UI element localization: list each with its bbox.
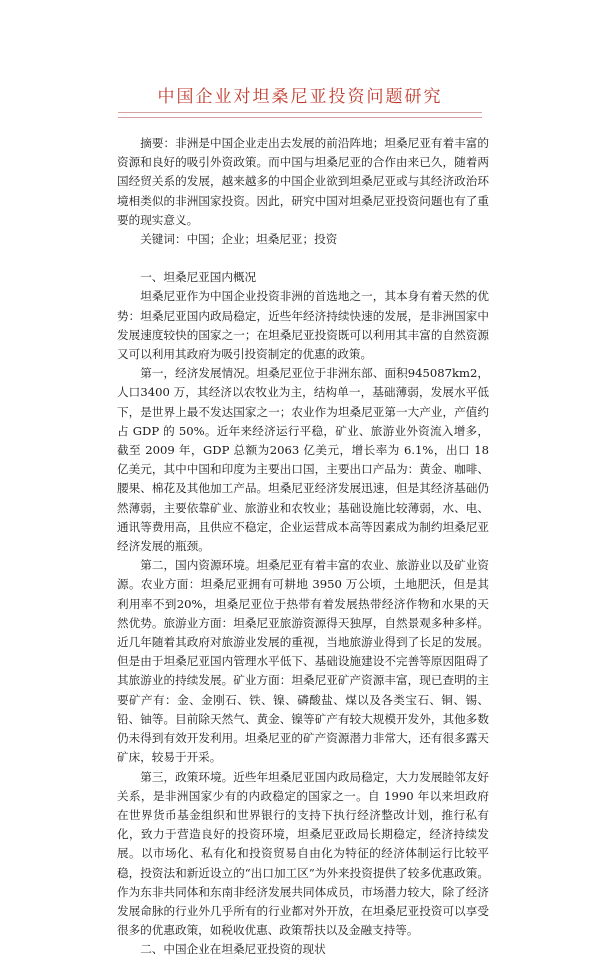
section2-heading: 二、中国企业在坦桑尼亚投资的现状	[140, 942, 326, 957]
economy-paragraph: 第一，经济发展情况。坦桑尼亚位于非洲东部、面积945087km2，人口3400 万，其经济以农牧业为主，结构单一，基础薄弱，发展水平低下，是世界上最不发达国家之一；农业作为坦桑尼亚第一大产业，产值约占 GDP 的 50%。近年来经济运行平稳，矿业、旅游业外资流入增多，截至 2009 年，GDP 总额为2063 亿美元，增长率为 6.1%，出口 18 亿美元，其中中国和印度为主要出口国，主要出口产品为：黄金、咖啡、腰果、棉花及其他加工产品。坦桑尼亚经济发展迅速，但是其经济基础仍然薄弱，主要依靠矿业、旅游业和农牧业；基础设施比较薄弱，水、电、通讯等费用高，且供应不稳定，企业运营成本高等因素成为制约坦桑尼亚经济发展的瓶颈。	[117, 366, 489, 554]
section1-intro-paragraph: 坦桑尼亚作为中国企业投资非洲的首选地之一，其本身有着天然的优势：坦桑尼亚国内政局稳定，近些年经济持续快速的发展，是非洲国家中发展速度较快的国家之一；在坦桑尼亚投资既可以利用其丰富的自然资源又可以利用其政府为吸引投资制定的优惠的政策。	[117, 289, 489, 362]
title-divider	[118, 112, 482, 118]
policy-paragraph: 第三，政策环境。近些年坦桑尼亚国内政局稳定，大力发展睦邻友好关系，是非洲国家少有的内政稳定的国家之一。自 1990 年以来坦政府在世界货币基金组织和世界银行的支持下执行经济整改计划，推行私有化，致力于营造良好的投资环境，坦桑尼亚政局长期稳定，经济持续发展。以市场化、私有化和投资贸易自由化为特征的经济体制运行比较平稳，投资法和新近设立的“出口加工区”为外来投资提供了较多优惠政策。作为东非共同体和东南非经济发展共同体成员，市场潜力较大，除了经济发展命脉的行业外几乎所有的行业都对外开放，在坦桑尼亚投资可以享受很多的优惠政策，如税收优惠、政策帮扶以及金融支持等。	[117, 769, 489, 938]
section1-heading: 一、坦桑尼亚国内概况	[140, 270, 257, 285]
keywords-line: 关键词：中国；企业；坦桑尼亚；投资	[140, 232, 338, 247]
abstract-paragraph: 摘要：非洲是中国企业走出去发展的前沿阵地；坦桑尼亚有着丰富的资源和良好的吸引外资政策。而中国与坦桑尼亚的合作由来已久，随着两国经贸关系的发展，越来越多的中国企业欲到坦桑尼亚或与其经济政治环境相类似的非洲国家投资。因此，研究中国对坦桑尼亚投资问题也有了重要的现实意义。	[117, 136, 489, 227]
resources-paragraph: 第二，国内资源环境。坦桑尼亚有着丰富的农业、旅游业以及矿业资源。农业方面：坦桑尼亚拥有可耕地 3950 万公顷，土地肥沃，但是其利用率不到20%，坦桑尼亚位于热带有着发展热带经济作物和水果的天然优势。旅游业方面：坦桑尼亚旅游资源得天独厚，自然景观多种多样。近几年随着其政府对旅游业发展的重视，当地旅游业得到了长足的发展。但是由于坦桑尼亚国内管理水平低下、基础设施建设不完善等原因阻碍了其旅游业的持续发展。矿业方面：坦桑尼亚矿产资源丰富，现已查明的主要矿产有：金、金刚石、铁、镍、磷酸盐、煤以及各类宝石、铜、锡、铅、铀等。目前除天然气、黄金、镍等矿产有较大规模开发外，其他多数仍未得到有效开发利用。坦桑尼亚的矿产资源潜力非常大，还有很多露天矿床，较易于开采。	[117, 558, 489, 765]
document-title: 中国企业对坦桑尼亚投资问题研究	[157, 87, 443, 108]
document-body	[117, 134, 489, 960]
